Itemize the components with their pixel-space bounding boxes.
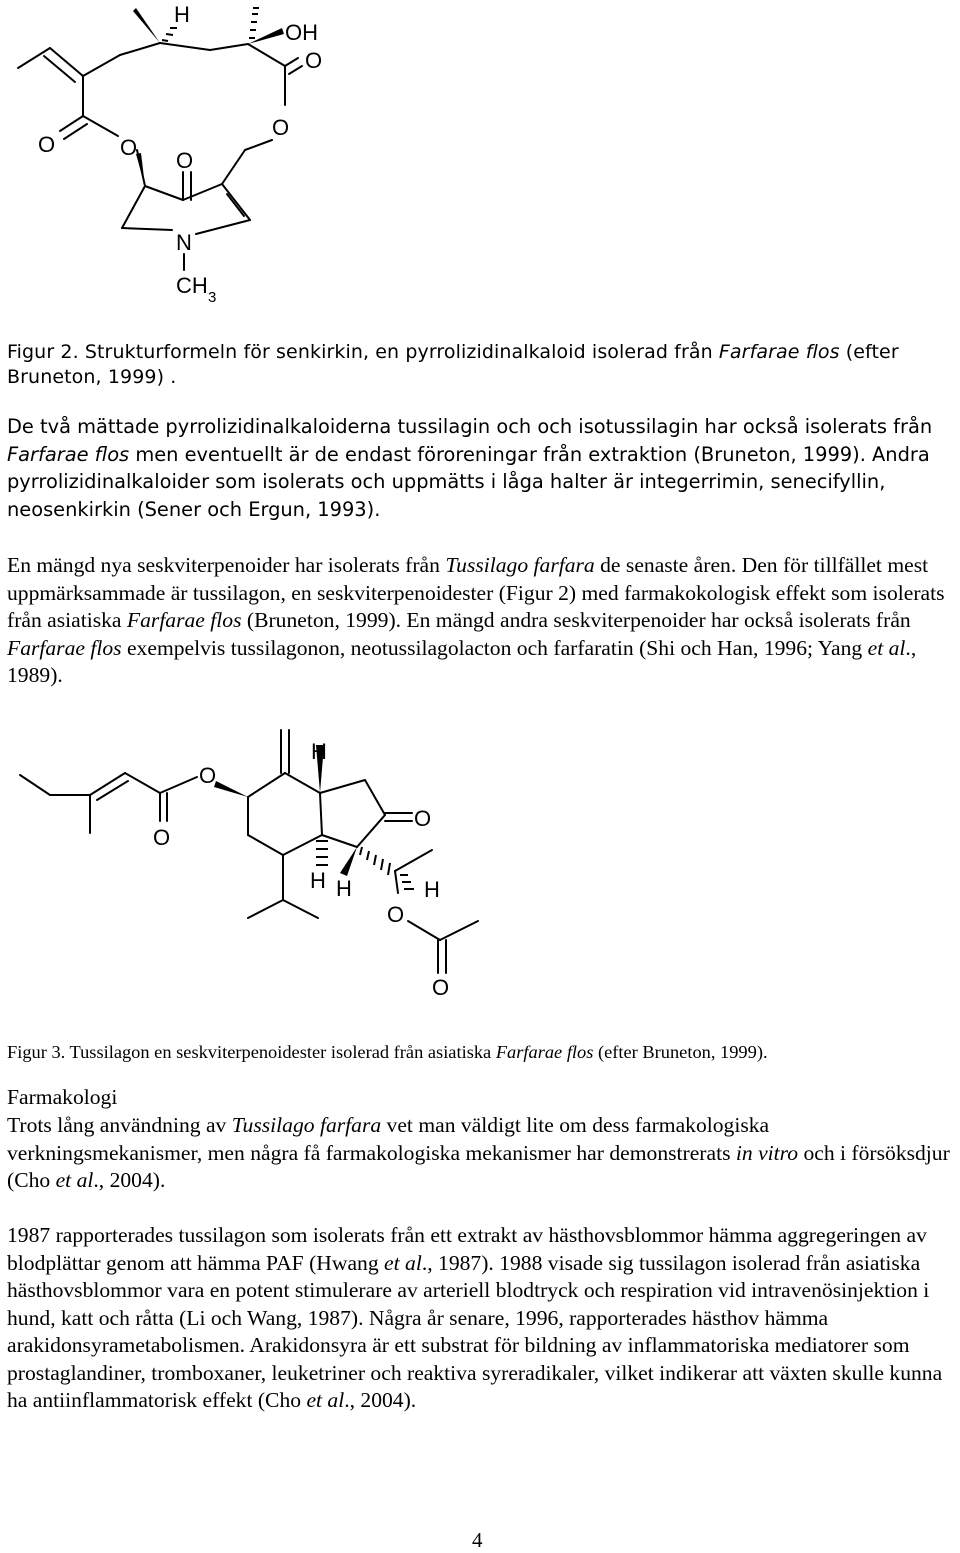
figure-2-structure bbox=[0, 0, 380, 310]
bond bbox=[283, 900, 318, 918]
atom-label: O bbox=[432, 975, 450, 1000]
bond bbox=[90, 773, 125, 795]
atom-label: O bbox=[199, 763, 217, 788]
atom-label: 3 bbox=[208, 289, 217, 306]
bond bbox=[222, 150, 245, 184]
atom-label: H bbox=[311, 739, 327, 764]
bond bbox=[145, 186, 183, 200]
bond bbox=[245, 140, 272, 150]
wedge-bond bbox=[340, 847, 357, 876]
atom-label: OH bbox=[285, 20, 318, 45]
bond bbox=[222, 184, 250, 220]
page-number: 4 bbox=[472, 1528, 483, 1552]
atom-label: H bbox=[310, 868, 326, 893]
bond bbox=[285, 773, 320, 793]
paragraph-1: De två mättade pyrrolizidinalkaloiderna tussilagin och och isotussilagin har också isolerats från Farfarae flos men eventuellt är de endast föroreningar från extraktion (Bruneton, 1999). Andra pyrrolizidinalkaloider som isolerats och uppmätts i låga halter är integerrimin, senecifyllin, neosenkirkin (Sener och Ergun, 1993). bbox=[7, 415, 933, 521]
bond bbox=[283, 835, 322, 855]
bond bbox=[248, 44, 285, 66]
atom-label: O bbox=[272, 115, 290, 140]
bond bbox=[320, 793, 322, 835]
atom-label: O bbox=[38, 132, 56, 157]
bond bbox=[160, 777, 197, 793]
bond bbox=[122, 228, 172, 230]
bond bbox=[395, 871, 398, 893]
bond bbox=[285, 58, 298, 66]
bond bbox=[183, 184, 222, 200]
wedge-bond bbox=[133, 8, 160, 43]
hash-bond bbox=[367, 851, 369, 860]
bond bbox=[210, 44, 248, 50]
figure-3-structure bbox=[0, 725, 520, 1005]
bond bbox=[248, 835, 283, 855]
bond bbox=[320, 780, 365, 793]
atom-label: O bbox=[305, 48, 323, 73]
wedge-bond bbox=[136, 153, 145, 186]
figure-3-caption: Figur 3. Tussilagon en seskviterpenoidester isolerad från asiatiska Farfarae flos (efter Bruneton, 1999). bbox=[7, 1042, 768, 1062]
bond bbox=[248, 773, 285, 797]
paragraph-2: En mängd nya seskviterpenoider har isolerats från Tussilago farfara de senaste åren. Den för tillfället mest uppmärksammade är tussilagon, en seskviterpenoidester (Figur 2) med farmakokologisk effekt som isolerats från asiatiska Farfarae flos (Bruneton, 1999). En mängd andra seskviterpenoider har också isolerats från Farfarae flos exempelvis tussilagonon, neotussilagolacton och farfaratin (Shi och Han, 1996; Yang et al., 1989). bbox=[7, 553, 945, 687]
bond bbox=[120, 43, 160, 55]
bond bbox=[248, 900, 283, 918]
hash-bond bbox=[381, 859, 383, 870]
bond bbox=[365, 780, 385, 815]
atom-label: CH bbox=[176, 273, 208, 298]
bond bbox=[44, 56, 75, 82]
hash-bond bbox=[374, 855, 376, 865]
atom-label: O bbox=[414, 806, 432, 831]
bond bbox=[20, 775, 50, 795]
atom-label: N bbox=[176, 230, 192, 255]
bond bbox=[50, 48, 83, 76]
hash-bond bbox=[360, 847, 362, 855]
section-heading: Farmakologi bbox=[7, 1085, 118, 1109]
bond bbox=[122, 186, 145, 228]
figure-2-caption: Figur 2. Strukturformeln för senkirkin, en pyrrolizidinalkaloid isolerad från Farfarae flos (efter Bruneton, 1999) . bbox=[7, 341, 899, 388]
hash-bond bbox=[166, 34, 173, 35]
bond bbox=[289, 66, 302, 74]
bond bbox=[408, 921, 440, 940]
bond bbox=[97, 781, 128, 800]
bond bbox=[395, 850, 432, 871]
wedge-bond bbox=[214, 781, 248, 797]
hash-bond bbox=[162, 40, 168, 41]
atom-label: O bbox=[176, 148, 194, 173]
atom-label: O bbox=[153, 825, 171, 850]
atom-label: H bbox=[424, 877, 440, 902]
bond bbox=[125, 773, 160, 793]
bond bbox=[83, 116, 118, 136]
atom-label: O bbox=[120, 135, 138, 160]
atom-label: O bbox=[387, 902, 405, 927]
bond bbox=[440, 921, 478, 940]
bond bbox=[196, 220, 250, 234]
paragraph-3: Trots lång användning av Tussilago farfara vet man väldigt lite om dess farmakologiska verkningsmekanismer, men några få farmakologiska mekanismer har demonstrerats in vitro och i försöksdjur (Cho et al., 2004). bbox=[7, 1113, 950, 1192]
bond bbox=[227, 194, 244, 216]
atom-label: H bbox=[174, 2, 190, 27]
bond bbox=[357, 815, 385, 847]
bond bbox=[160, 43, 210, 50]
paragraph-4: 1987 rapporterades tussilagon som isolerats från ett extrakt av hästhovsblommor hämma aggregeringen av blodplättar genom att hämma PAF (Hwang et al., 1987). 1988 visade sig tussilagon isolerad från asiatiska hästhovsblommor vara en potent stimulerare av arteriell blodtryck och respiration vid intravenösinjektion i hund, katt och råtta (Li och Wang, 1987). Några år senare, 1996, rapporterades hästhov hämma arakidonsyrametabolismen. Arakidonsyra är ett substrat för bildning av inflammatoriska mediatorer som prostaglandiner, tromboxaner, leuketriner och reaktiva syreradikaler, vilket indikerar att växten skulle kunna ha antiinflammatorisk effekt (Cho et al., 2004). bbox=[7, 1223, 943, 1412]
atom-label: H bbox=[336, 876, 352, 901]
hash-bond bbox=[388, 863, 390, 875]
bond bbox=[83, 55, 120, 76]
